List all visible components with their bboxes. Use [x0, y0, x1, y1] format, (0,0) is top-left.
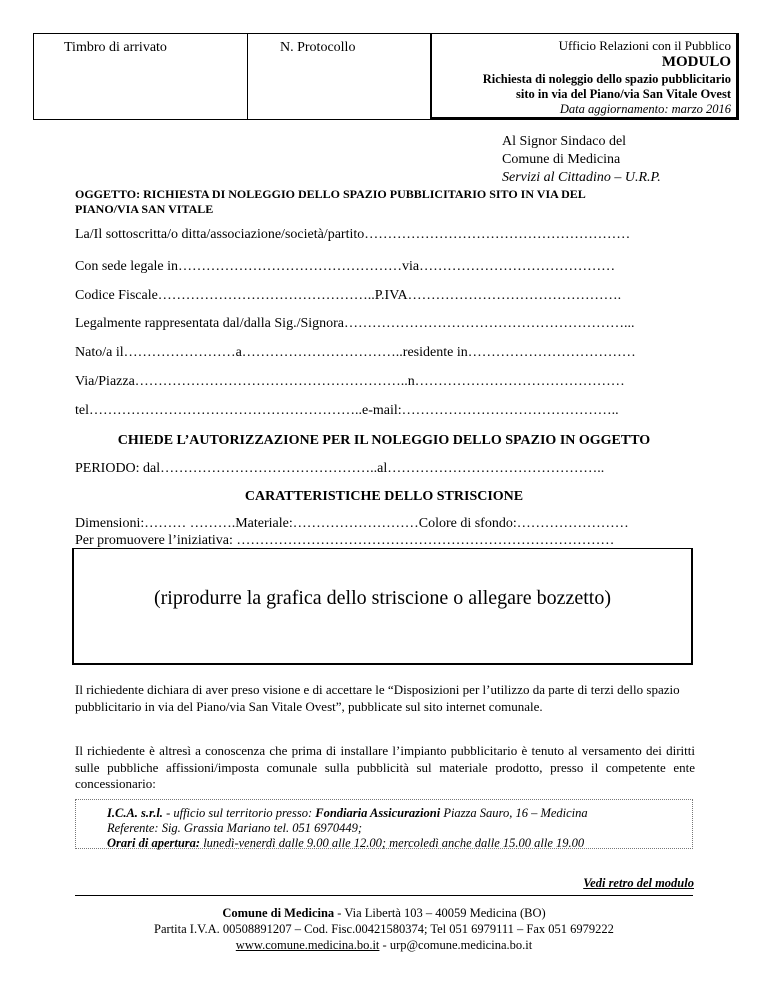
- field-sede-legale[interactable]: Con sede legale in…………………………………………via……………………………………: [75, 259, 616, 274]
- field-codice-fiscale[interactable]: Codice Fiscale………………………………………..P.IVA……………………………………….: [75, 288, 622, 303]
- ica-orari-label: Orari di apertura:: [107, 836, 201, 850]
- ica-orari: [107, 836, 588, 851]
- footer-website-link[interactable]: www.comune.medicina.bo.it: [235, 938, 380, 952]
- ica-line-1: [107, 806, 588, 821]
- footer-line-1: [0, 905, 768, 921]
- modulo-box: [431, 33, 739, 120]
- oggetto: [75, 187, 586, 217]
- oggetto-line-1: OGGETTO: RICHIESTA DI NOLEGGIO DELLO SPAZIO PUBBLICITARIO SITO IN VIA DEL: [75, 187, 586, 201]
- footer-email: - urp@comune.medicina.bo.it: [379, 938, 533, 952]
- ica-box: [75, 799, 693, 849]
- protocol-box: [248, 33, 431, 120]
- field-contatti[interactable]: tel…………………………………………………..e-mail:………………………………………..: [75, 403, 619, 418]
- chiede-heading: CHIEDE L’AUTORIZZAZIONE PER IL NOLEGGIO DELLO SPAZIO IN OGGETTO: [117, 433, 651, 448]
- subject-line-1: Richiesta di noleggio dello spazio pubblicitario: [482, 72, 731, 86]
- field-nascita[interactable]: Nato/a il……………………a……………………………..residente in………………………………: [75, 345, 636, 360]
- applicant-fields: [75, 227, 725, 432]
- ica-name: I.C.A. s.r.l.: [107, 806, 163, 820]
- field-indirizzo[interactable]: Via/Piazza…………………………………………………..n………………………………………: [75, 374, 625, 389]
- recipient-line-1: Al Signor Sindaco del: [502, 134, 627, 149]
- modulo-title: MODULO: [661, 54, 731, 70]
- ica-referente: Referente: Sig. Grassia Mariano tel. 051 6970449;: [107, 821, 363, 835]
- ica-address: Piazza Sauro, 16 – Medicina: [440, 806, 588, 820]
- field-sottoscritto[interactable]: La/Il sottoscritta/o ditta/associazione/società/partito…………………………………………………: [75, 227, 631, 242]
- field-periodo[interactable]: PERIODO: dal………………………………………..al………………………………………..: [75, 461, 605, 476]
- stamp-label: Timbro di arrivato: [64, 40, 167, 55]
- footer: [0, 905, 768, 953]
- ica-fondiaria: Fondiaria Assicurazioni: [315, 806, 441, 820]
- subject-line-2: sito in via del Piano/via San Vitale Ovest: [516, 87, 731, 101]
- stamp-box: [33, 33, 248, 120]
- field-dimensioni[interactable]: Dimensioni:……… ……….Materiale:………………………Colore di sfondo:……………………: [75, 516, 629, 531]
- caratteristiche-heading: CARATTERISTICHE DELLO STRISCIONE: [244, 489, 524, 504]
- caratteristiche-fields: [75, 515, 629, 549]
- vedi-retro-link[interactable]: Vedi retro del modulo: [583, 876, 694, 890]
- declaration: Il richiedente dichiara di aver preso visione e di accettare le “Disposizioni per l’utilizzo da parte di terzi dello spazio pubblicitario in via del Piano/via San Vitale Ovest”, pubblicate sul sito internet comunale.: [75, 682, 680, 714]
- office-name: Ufficio Relazioni con il Pubblico: [558, 38, 731, 53]
- graphic-placeholder: (riprodurre la grafica dello striscione o allegare bozzetto): [153, 587, 611, 609]
- recipient: [502, 133, 661, 187]
- awareness: Il richiedente è altresì a conoscenza che prima di installare l’impianto pubblicitario è tenuto al versamento dei diritti sulle pubbliche affissioni/imposta comunale sulla pubblicità sul materiale prodotto, presso il competente ente concessionario:: [75, 743, 695, 791]
- update-date: Data aggiornamento: marzo 2016: [559, 102, 731, 116]
- footer-comune: Comune di Medicina: [222, 906, 335, 920]
- ica-orari-text: lunedì-venerdì dalle 9.00 alle 12.00; mercoledì anche dalle 15.00 alle 19.00: [200, 836, 585, 850]
- footer-divider: [75, 895, 693, 896]
- graphic-box[interactable]: [72, 548, 693, 665]
- recipient-line-2: Comune di Medicina: [502, 152, 621, 167]
- footer-address: - Via Libertà 103 – 40059 Medicina (BO): [334, 906, 546, 920]
- footer-line-3: [0, 937, 768, 953]
- field-rappresentante[interactable]: Legalmente rappresentata dal/dalla Sig./Signora……………………………………………………...: [75, 316, 635, 331]
- ica-text-1: - ufficio sul territorio presso:: [162, 806, 316, 820]
- recipient-line-3: Servizi al Cittadino – U.R.P.: [502, 170, 661, 185]
- oggetto-line-2: PIANO/VIA SAN VITALE: [75, 202, 214, 216]
- field-iniziativa[interactable]: Per promuovere l’iniziativa: ………………………………………………………………………: [75, 533, 615, 548]
- protocol-label: N. Protocollo: [280, 40, 356, 55]
- footer-line-2: Partita I.V.A. 00508891207 – Cod. Fisc.00421580374; Tel 051 6979111 – Fax 051 6979222: [154, 922, 614, 936]
